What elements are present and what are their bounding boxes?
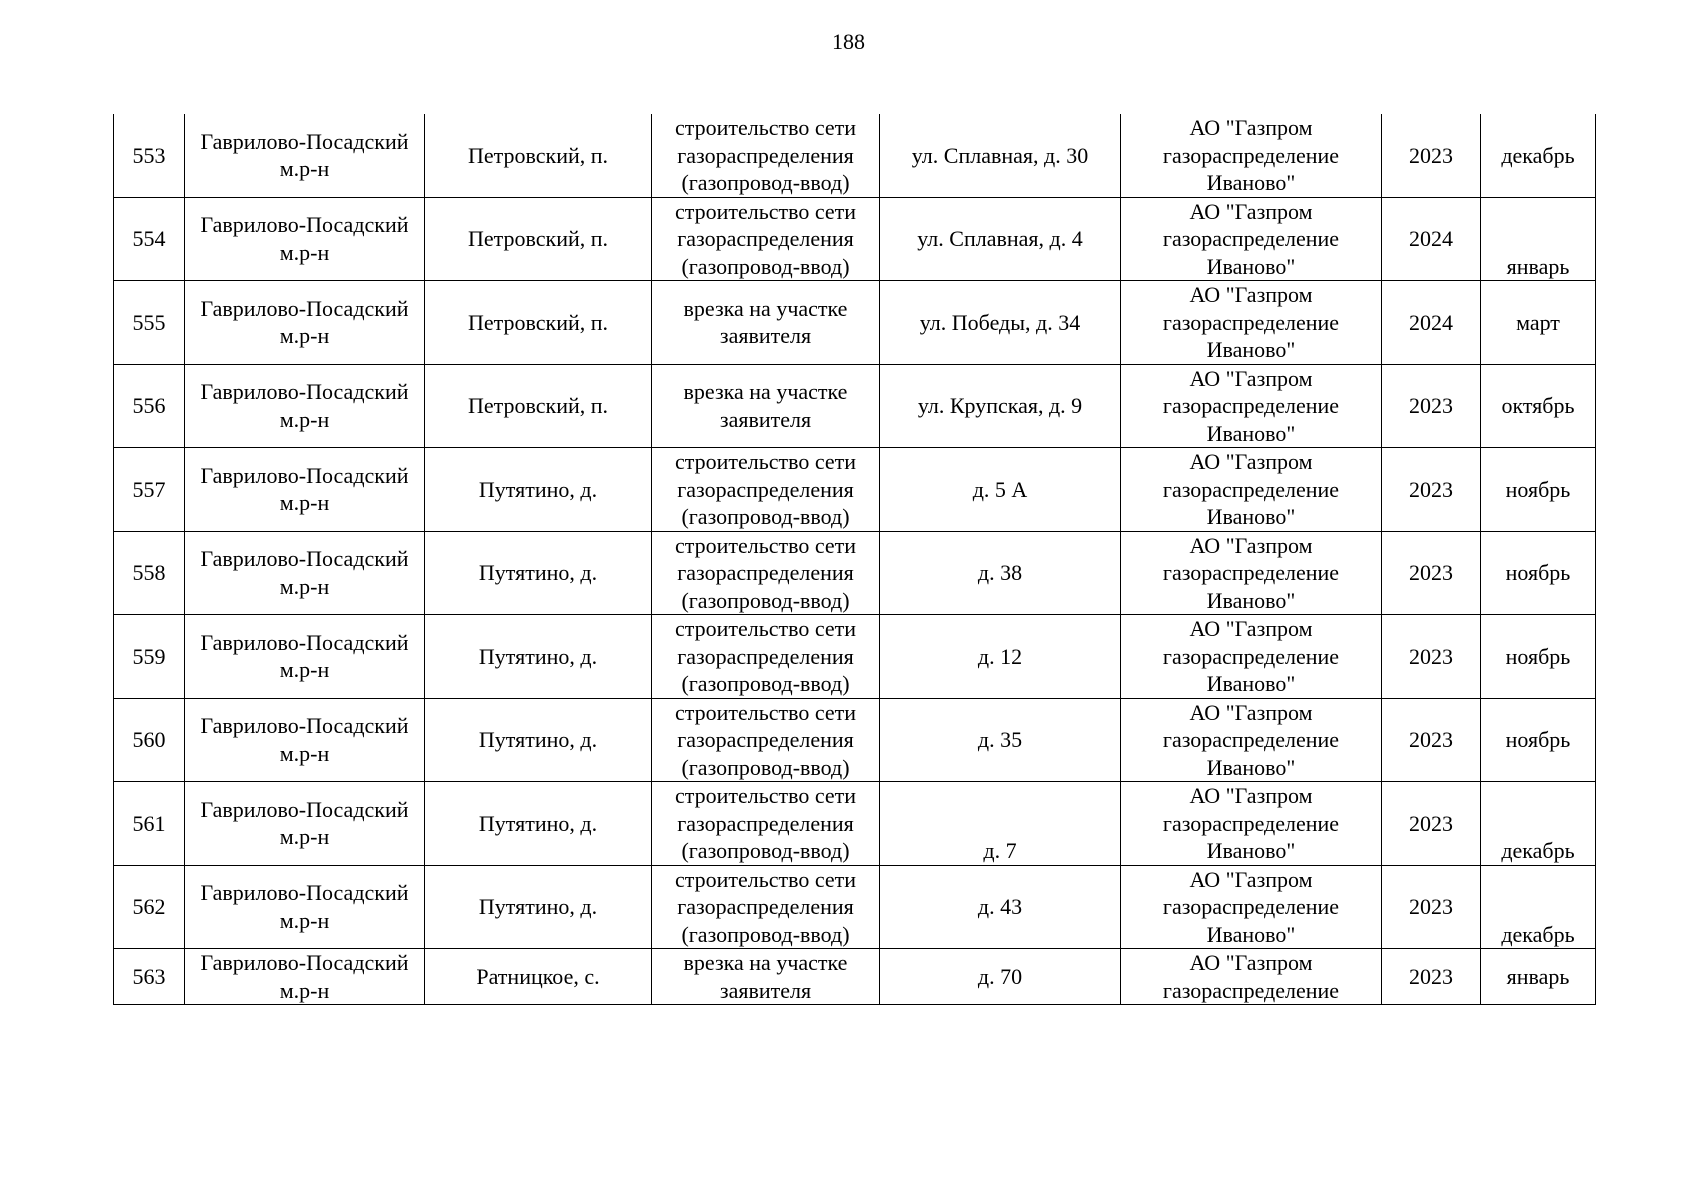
cell-work-type: строительство сети газораспределения (газопровод-ввод) xyxy=(652,782,880,866)
table-row xyxy=(114,865,1596,949)
cell-settlement: Петровский, п. xyxy=(425,364,652,448)
cell-organization: АО "Газпром газораспределение Иваново" xyxy=(1121,531,1382,615)
cell-month: январь xyxy=(1481,949,1596,1005)
cell-month: ноябрь xyxy=(1481,615,1596,699)
cell-number: 556 xyxy=(114,364,185,448)
cell-address: ул. Сплавная, д. 30 xyxy=(880,114,1121,197)
cell-month: ноябрь xyxy=(1481,448,1596,532)
cell-month: ноябрь xyxy=(1481,531,1596,615)
table-row xyxy=(114,364,1596,448)
cell-year: 2023 xyxy=(1382,531,1481,615)
cell-district: Гаврилово-Посадский м.р-н xyxy=(185,197,425,281)
table-row xyxy=(114,114,1596,197)
page-number: 188 xyxy=(832,29,865,54)
cell-month: январь xyxy=(1481,197,1596,281)
cell-address: ул. Крупская, д. 9 xyxy=(880,364,1121,448)
cell-work-type: строительство сети газораспределения (газопровод-ввод) xyxy=(652,531,880,615)
cell-settlement: Путятино, д. xyxy=(425,448,652,532)
table-row xyxy=(114,197,1596,281)
cell-year: 2023 xyxy=(1382,949,1481,1005)
cell-work-type: врезка на участке заявителя xyxy=(652,281,880,365)
cell-address: ул. Победы, д. 34 xyxy=(880,281,1121,365)
cell-district: Гаврилово-Посадский м.р-н xyxy=(185,615,425,699)
cell-organization: АО "Газпром газораспределение Иваново" xyxy=(1121,448,1382,532)
cell-month: ноябрь xyxy=(1481,698,1596,782)
table-row xyxy=(114,782,1596,866)
cell-settlement: Ратницкое, с. xyxy=(425,949,652,1005)
cell-work-type: строительство сети газораспределения (газопровод-ввод) xyxy=(652,698,880,782)
cell-month: декабрь xyxy=(1481,782,1596,866)
cell-year: 2023 xyxy=(1382,615,1481,699)
cell-address: д. 12 xyxy=(880,615,1121,699)
cell-number: 563 xyxy=(114,949,185,1005)
table-row xyxy=(114,698,1596,782)
cell-year: 2024 xyxy=(1382,197,1481,281)
cell-address: д. 7 xyxy=(880,782,1121,866)
cell-number: 553 xyxy=(114,114,185,197)
cell-number: 554 xyxy=(114,197,185,281)
cell-year: 2023 xyxy=(1382,865,1481,949)
table-row xyxy=(114,949,1596,1005)
cell-settlement: Петровский, п. xyxy=(425,197,652,281)
table-row xyxy=(114,615,1596,699)
table-row xyxy=(114,531,1596,615)
cell-organization: АО "Газпром газораспределение Иваново" xyxy=(1121,281,1382,365)
cell-district: Гаврилово-Посадский м.р-н xyxy=(185,531,425,615)
cell-organization: АО "Газпром газораспределение Иваново" xyxy=(1121,364,1382,448)
cell-district: Гаврилово-Посадский м.р-н xyxy=(185,782,425,866)
cell-organization: АО "Газпром газораспределение Иваново" xyxy=(1121,114,1382,197)
cell-work-type: врезка на участке заявителя xyxy=(652,364,880,448)
cell-work-type: строительство сети газораспределения (газопровод-ввод) xyxy=(652,114,880,197)
cell-address: д. 38 xyxy=(880,531,1121,615)
cell-settlement: Петровский, п. xyxy=(425,281,652,365)
cell-district: Гаврилово-Посадский м.р-н xyxy=(185,865,425,949)
cell-district: Гаврилово-Посадский м.р-н xyxy=(185,949,425,1005)
cell-settlement: Путятино, д. xyxy=(425,698,652,782)
cell-organization: АО "Газпром газораспределение Иваново" xyxy=(1121,865,1382,949)
cell-number: 558 xyxy=(114,531,185,615)
cell-number: 559 xyxy=(114,615,185,699)
cell-organization: АО "Газпром газораспределение Иваново" xyxy=(1121,782,1382,866)
cell-number: 562 xyxy=(114,865,185,949)
cell-address: ул. Сплавная, д. 4 xyxy=(880,197,1121,281)
cell-district: Гаврилово-Посадский м.р-н xyxy=(185,281,425,365)
table-row xyxy=(114,281,1596,365)
cell-address: д. 43 xyxy=(880,865,1121,949)
cell-year: 2023 xyxy=(1382,114,1481,197)
cell-number: 560 xyxy=(114,698,185,782)
cell-organization: АО "Газпром газораспределение Иваново" xyxy=(1121,615,1382,699)
cell-month: декабрь xyxy=(1481,114,1596,197)
cell-address: д. 5 А xyxy=(880,448,1121,532)
cell-settlement: Петровский, п. xyxy=(425,114,652,197)
table-row xyxy=(114,448,1596,532)
cell-organization-text: АО "Газпром газораспределение xyxy=(1162,950,1340,1003)
cell-work-type: строительство сети газораспределения (газопровод-ввод) xyxy=(652,865,880,949)
cell-settlement: Путятино, д. xyxy=(425,615,652,699)
cell-work-type: строительство сети газораспределения (газопровод-ввод) xyxy=(652,615,880,699)
cell-year: 2023 xyxy=(1382,698,1481,782)
cell-month: декабрь xyxy=(1481,865,1596,949)
cell-number: 557 xyxy=(114,448,185,532)
cell-district: Гаврилово-Посадский м.р-н xyxy=(185,364,425,448)
cell-month: октябрь xyxy=(1481,364,1596,448)
cell-organization: АО "Газпром газораспределение Иваново" xyxy=(1121,197,1382,281)
cell-month: март xyxy=(1481,281,1596,365)
cell-organization xyxy=(1121,949,1382,1005)
cell-year: 2023 xyxy=(1382,782,1481,866)
cell-year: 2023 xyxy=(1382,448,1481,532)
cell-organization: АО "Газпром газораспределение Иваново" xyxy=(1121,698,1382,782)
cell-district: Гаврилово-Посадский м.р-н xyxy=(185,698,425,782)
cell-settlement: Путятино, д. xyxy=(425,865,652,949)
cell-work-type: строительство сети газораспределения (газопровод-ввод) xyxy=(652,448,880,532)
cell-district: Гаврилово-Посадский м.р-н xyxy=(185,114,425,197)
cell-district: Гаврилово-Посадский м.р-н xyxy=(185,448,425,532)
cell-work-type: врезка на участке заявителя xyxy=(652,949,880,1005)
cell-number: 561 xyxy=(114,782,185,866)
cell-year: 2023 xyxy=(1382,364,1481,448)
gasification-table xyxy=(113,114,1596,1005)
cell-address: д. 70 xyxy=(880,949,1121,1005)
cell-number: 555 xyxy=(114,281,185,365)
cell-address: д. 35 xyxy=(880,698,1121,782)
cell-year: 2024 xyxy=(1382,281,1481,365)
cell-work-type: строительство сети газораспределения (газопровод-ввод) xyxy=(652,197,880,281)
cell-settlement: Путятино, д. xyxy=(425,531,652,615)
cell-settlement: Путятино, д. xyxy=(425,782,652,866)
